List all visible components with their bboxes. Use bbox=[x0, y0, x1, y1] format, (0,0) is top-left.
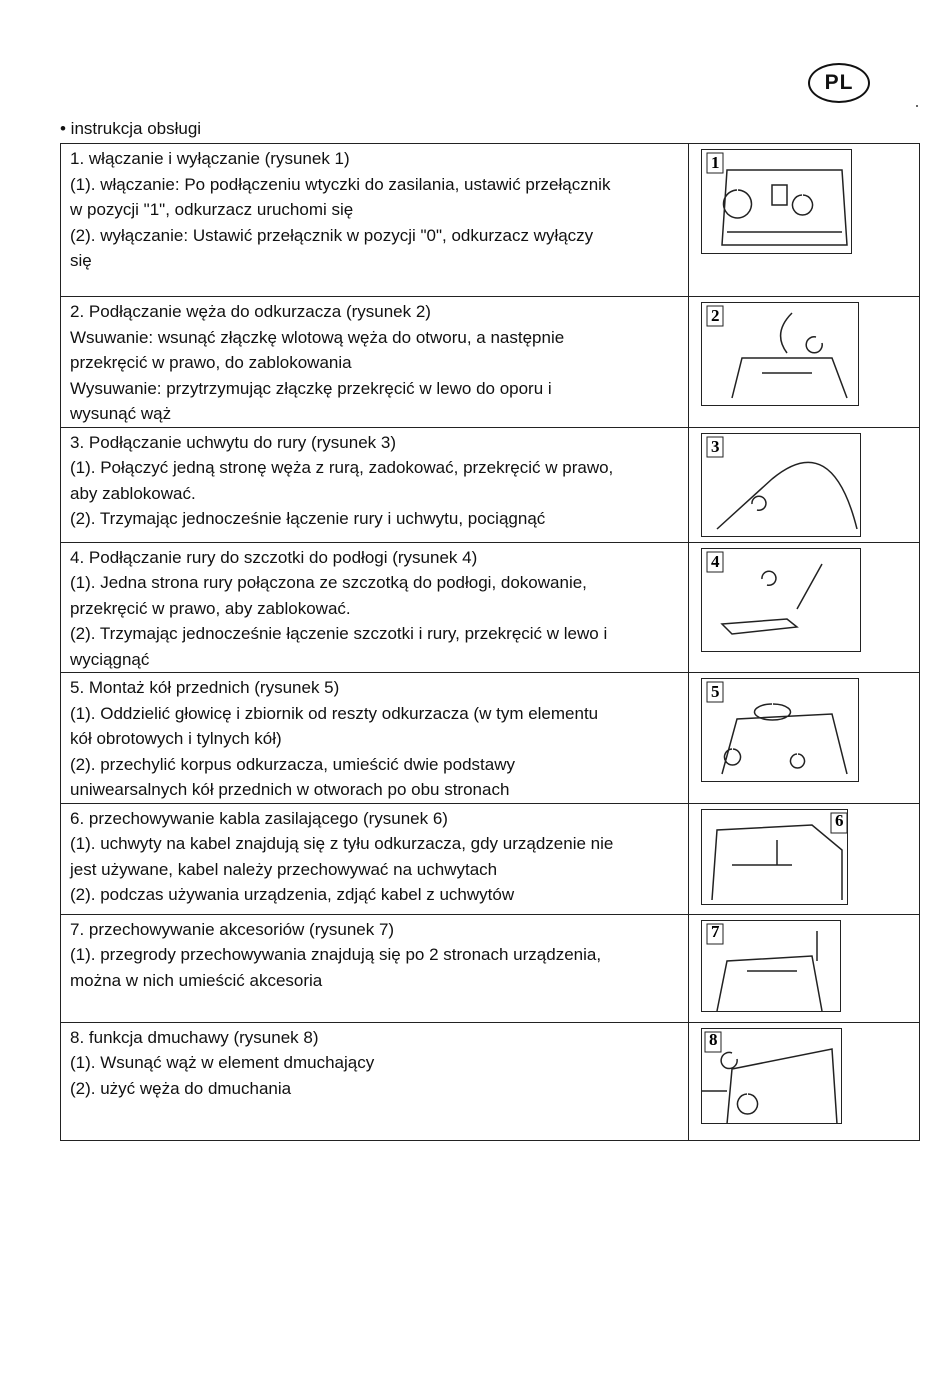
figure-number: 3 bbox=[711, 436, 720, 456]
instruction-line: (2). Trzymając jednocześnie łączenie rury i uchwytu, pociągnąć bbox=[70, 509, 546, 528]
vacuum-line-art bbox=[722, 170, 847, 245]
instruction-line: (1). Wsunąć wąż w element dmuchający bbox=[70, 1053, 375, 1072]
instruction-line: (2). podczas używania urządzenia, zdjąć kabel z uchwytów bbox=[70, 885, 515, 904]
section-heading: 6. przechowywanie kabla zasilającego (rysunek 6) bbox=[70, 808, 448, 828]
instruction-line: się bbox=[70, 251, 92, 270]
instruction-line: wyciągnąć bbox=[70, 649, 150, 669]
figure-1-illustration bbox=[701, 149, 852, 254]
language-label: PL bbox=[824, 71, 854, 94]
instruction-row bbox=[61, 542, 920, 673]
vacuum-line-art bbox=[722, 564, 822, 634]
figure-number: 2 bbox=[711, 306, 720, 325]
speck bbox=[916, 105, 918, 107]
figure-cell bbox=[689, 297, 920, 428]
section-heading: 2. Podłączanie węża do odkurzacza (rysunek 2) bbox=[70, 302, 431, 321]
figure-number: 8 bbox=[709, 1029, 718, 1049]
instruction-text-cell bbox=[61, 914, 689, 1022]
instruction-row bbox=[61, 297, 920, 428]
vacuum-line-art bbox=[732, 313, 847, 398]
figure-2-illustration bbox=[701, 302, 859, 406]
figure-number: 4 bbox=[711, 551, 720, 571]
instruction-line: (1). uchwyty na kabel znajdują się z tyłu odkurzacza, gdy urządzenie nie bbox=[70, 834, 614, 853]
instruction-text-cell bbox=[61, 673, 689, 804]
section-heading: 7. przechowywanie akcesoriów (rysunek 7) bbox=[70, 919, 395, 939]
instruction-line: (2). przechylić korpus odkurzacza, umieścić dwie podstawy bbox=[70, 754, 516, 774]
figure-7-illustration bbox=[701, 920, 841, 1012]
figure-cell bbox=[689, 542, 920, 673]
figure-4-illustration bbox=[701, 548, 861, 652]
instruction-line: można w nich umieścić akcesoria bbox=[70, 970, 323, 990]
figure-cell bbox=[689, 427, 920, 542]
instruction-line: (1). Połączyć jedną stronę węża z rurą, zadokować, przekręcić w prawo, bbox=[70, 458, 614, 477]
figure-cell bbox=[689, 803, 920, 914]
instruction-row bbox=[61, 673, 920, 804]
instruction-line: jest używane, kabel należy przechowywać na uchwytach bbox=[70, 859, 498, 879]
figure-3-illustration bbox=[701, 433, 861, 537]
instruction-text-cell bbox=[61, 803, 689, 914]
section-heading: 8. funkcja dmuchawy (rysunek 8) bbox=[70, 1027, 319, 1047]
figure-number: 7 bbox=[711, 921, 720, 941]
instruction-line: w pozycji "1", odkurzacz uruchomi się bbox=[70, 200, 354, 219]
section-heading: 4. Podłączanie rury do szczotki do podłogi (rysunek 4) bbox=[70, 547, 478, 567]
section-heading: 5. Montaż kół przednich (rysunek 5) bbox=[70, 678, 340, 697]
vacuum-line-art bbox=[712, 825, 842, 900]
instruction-line: wysunąć wąż bbox=[70, 404, 172, 423]
figure-number: 6 bbox=[835, 810, 844, 830]
figure-cell bbox=[689, 144, 920, 297]
instruction-line: (1). przegrody przechowywania znajdują się po 2 stronach urządzenia, bbox=[70, 945, 602, 964]
instruction-line: Wysuwanie: przytrzymując złączkę przekręcić w lewo do oporu i bbox=[70, 378, 552, 398]
section-heading: 1. włączanie i wyłączanie (rysunek 1) bbox=[70, 149, 350, 168]
instruction-line: (2). Trzymając jednocześnie łączenie szczotki i rury, przekręcić w lewo i bbox=[70, 624, 608, 643]
instruction-line: (1). Jedna strona rury połączona ze szczotką do podłogi, dokowanie, bbox=[70, 573, 587, 592]
instruction-text-cell bbox=[61, 542, 689, 673]
instruction-line: (2). wyłączanie: Ustawić przełącznik w pozycji "0", odkurzacz wyłączy bbox=[70, 225, 594, 245]
vacuum-line-art bbox=[722, 704, 847, 774]
figure-6-illustration bbox=[701, 809, 848, 905]
figure-5-illustration bbox=[701, 678, 859, 782]
language-badge bbox=[808, 63, 870, 103]
vacuum-line-art bbox=[717, 931, 822, 1011]
instruction-text-cell bbox=[61, 297, 689, 428]
intro-heading: • instrukcja obsługi bbox=[60, 119, 202, 138]
instruction-line: (1). Oddzielić głowicę i zbiornik od reszty odkurzacza (w tym elementu bbox=[70, 703, 599, 723]
figure-number: 5 bbox=[711, 682, 720, 701]
instruction-line: uniwearsalnych kół przednich w otworach po obu stronach bbox=[70, 780, 510, 799]
figure-cell bbox=[689, 1022, 920, 1140]
figure-number: 1 bbox=[711, 153, 720, 172]
instruction-line: Wsuwanie: wsunąć złączkę wlotową węża do otworu, a następnie bbox=[70, 327, 565, 347]
instruction-row bbox=[61, 144, 920, 297]
instruction-text-cell bbox=[61, 144, 689, 297]
instruction-line: aby zablokować. bbox=[70, 483, 196, 503]
section-heading: 3. Podłączanie uchwytu do rury (rysunek 3) bbox=[70, 432, 396, 452]
instruction-row bbox=[61, 914, 920, 1022]
instruction-row bbox=[61, 427, 920, 542]
instruction-text-cell bbox=[61, 427, 689, 542]
figure-cell bbox=[689, 673, 920, 804]
figure-cell bbox=[689, 914, 920, 1022]
instruction-line: (1). włączanie: Po podłączeniu wtyczki do zasilania, ustawić przełącznik bbox=[70, 174, 611, 194]
instruction-line: (2). użyć węża do dmuchania bbox=[70, 1078, 292, 1098]
instruction-row bbox=[61, 803, 920, 914]
vacuum-line-art bbox=[717, 462, 857, 529]
instruction-row bbox=[61, 1022, 920, 1140]
vacuum-line-art bbox=[702, 1049, 837, 1124]
instruction-table bbox=[60, 143, 920, 1141]
instruction-line: przekręcić w prawo, do zablokowania bbox=[70, 353, 352, 372]
instruction-line: kół obrotowych i tylnych kół) bbox=[70, 729, 282, 748]
figure-8-illustration bbox=[701, 1028, 842, 1124]
instruction-line: przekręcić w prawo, aby zablokować. bbox=[70, 598, 351, 618]
instruction-text-cell bbox=[61, 1022, 689, 1140]
